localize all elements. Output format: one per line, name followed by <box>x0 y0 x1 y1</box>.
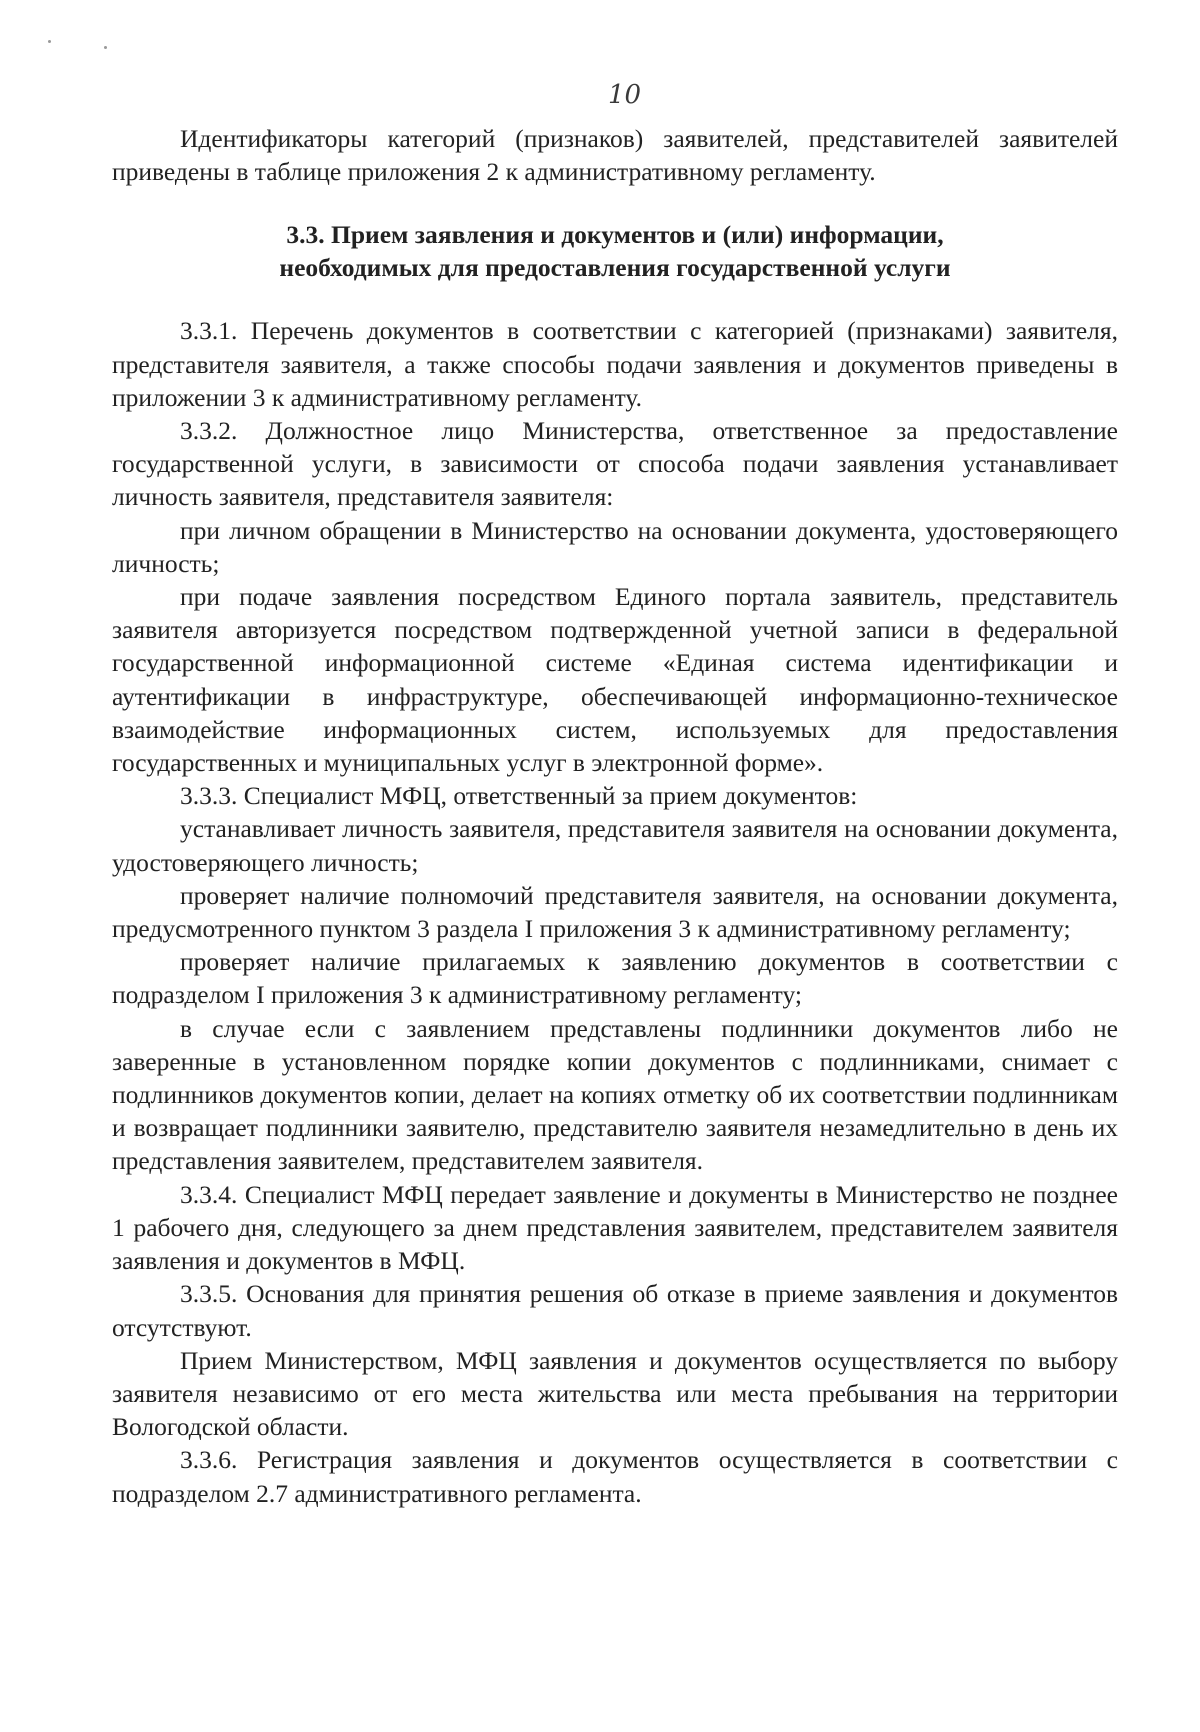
section-heading-line-1: 3.3. Прием заявления и документов и (или) информации, <box>286 220 944 250</box>
paragraph-3-3-5: 3.3.5. Основания для принятия решения об отказе в приеме заявления и документов отсутствуют. <box>112 1279 1118 1342</box>
paragraph-unified-portal: при подаче заявления посредством Единого портала заявитель, представитель заявителя авторизуется посредством подтвержденной учетной записи в федеральной государственной информационной системе «Единая система идентификации и аутентификации в инфраструктуре, обеспечивающей информационно-техническое взаимодействие информационных систем, используемых для предоставления государственных и муниципальных услуг в электронной форме». <box>112 582 1118 778</box>
page-number: 10 <box>608 80 642 110</box>
scan-speck <box>104 46 107 49</box>
paragraph-personal-visit: при личном обращении в Министерство на основании документа, удостоверяющего личность; <box>112 515 1118 578</box>
paragraph-3-3-6: 3.3.6. Регистрация заявления и документов осуществляется в соответствии с подразделом 2.7 административного регламента. <box>112 1445 1118 1508</box>
scan-speck <box>48 40 51 43</box>
paragraph-copies: в случае если с заявлением представлены подлинники документов либо не заверенные в установленном порядке копии документов с подлинниками, снимает с подлинников документов копии, делает на копиях отметку об их соответствии подлинникам и возвращает подлинники заявителю, представителю заявителя незамедлительно в день их представления заявителем, представителем заявителя. <box>112 1013 1118 1176</box>
paragraph-reception: Прием Министерством, МФЦ заявления и документов осуществляется по выбору заявителя независимо от его места жительства или места пребывания на территории Вологодской области. <box>112 1345 1118 1442</box>
paragraph-3-3-2: 3.3.2. Должностное лицо Министерства, ответственное за предоставление государственной услуги, в зависимости от способа подачи заявления устанавливает личность заявителя, представителя заявителя: <box>112 416 1118 512</box>
paragraph-identity-check: устанавливает личность заявителя, представителя заявителя на основании документа, удостоверяющего личность; <box>112 814 1118 877</box>
paragraph-3-3-3: 3.3.3. Специалист МФЦ, ответственный за прием документов: <box>180 781 858 811</box>
paragraph-3-3-1: 3.3.1. Перечень документов в соответствии с категорией (признаками) заявителя, представителя заявителя, а также способы подачи заявления и документов приведены в приложении 3 к административному регламенту. <box>112 316 1118 412</box>
paragraph-identifiers: Идентификаторы категорий (признаков) заявителей, представителей заявителей приведены в таблице приложения 2 к административному регламенту. <box>112 124 1118 187</box>
paragraph-3-3-4: 3.3.4. Специалист МФЦ передает заявление и документы в Министерство не позднее 1 рабочего дня, следующего за днем представления заявителем, представителем заявителя заявления и документов в МФЦ. <box>112 1179 1118 1276</box>
section-heading-line-2: необходимых для предоставления государственной услуги <box>279 253 951 283</box>
paragraph-documents-check: проверяет наличие прилагаемых к заявлению документов в соответствии с подразделом I приложения 3 к административному регламенту; <box>112 947 1118 1010</box>
document-body <box>112 122 1118 1510</box>
section-heading <box>112 218 1118 284</box>
paragraph-authority-check: проверяет наличие полномочий представителя заявителя, на основании документа, предусмотренного пунктом 3 раздела I приложения 3 к административному регламенту; <box>112 880 1118 944</box>
